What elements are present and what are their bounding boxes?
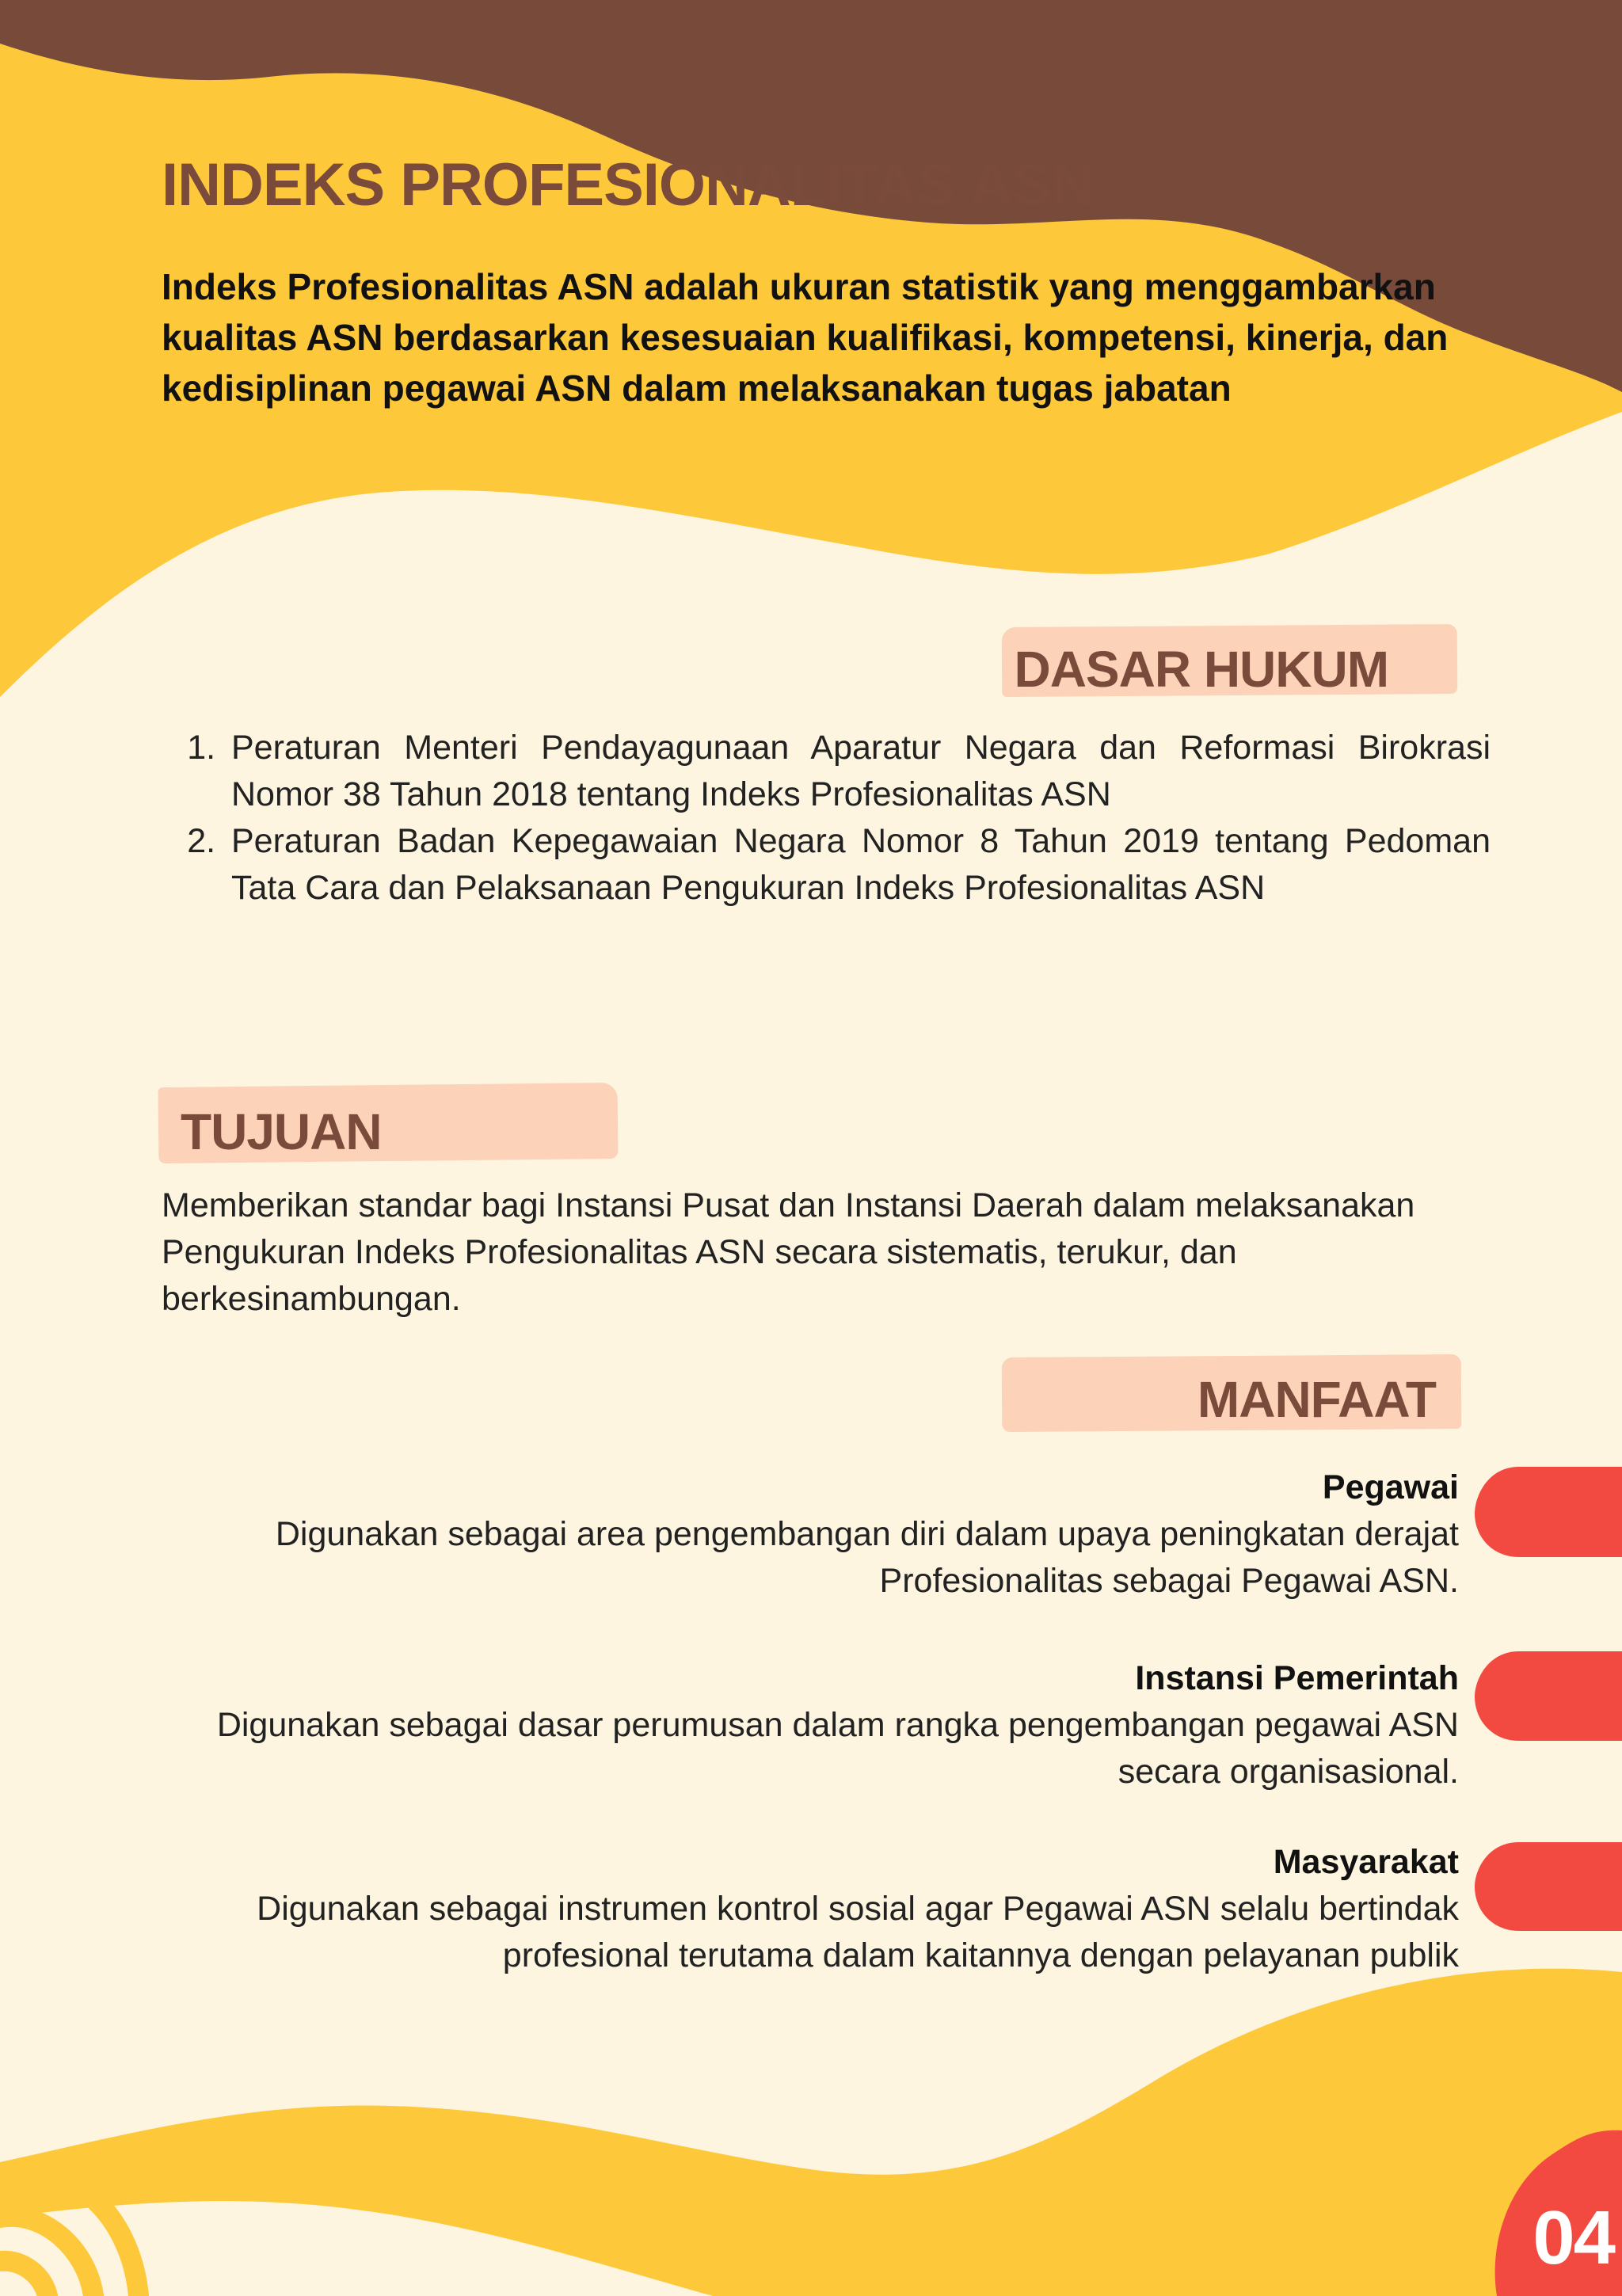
benefit-title-masyarakat: Masyarakat [1273, 1843, 1459, 1881]
benefit-title-instansi: Instansi Pemerintah [1135, 1659, 1459, 1697]
red-accent-tab-3 [1475, 1842, 1622, 1931]
law-item-1: 1. Peraturan Menteri Pendayagunaan Aparatur Negara dan Reformasi Birokrasi Nomor 38 Tahun 2018 tentang Indeks Profesionalitas ASN [225, 725, 1491, 818]
dasar-hukum-list [190, 725, 1491, 912]
benefit-pegawai [144, 1464, 1459, 1605]
manfaat-heading: MANFAAT [1197, 1371, 1436, 1428]
benefit-text-pegawai: Digunakan sebagai area pengembangan diri dalam upaya peningkatan derajat Profesionalitas sebagai Pegawai ASN. [275, 1515, 1459, 1600]
tujuan-heading: TUJUAN [181, 1103, 382, 1160]
red-accent-tab-2 [1475, 1651, 1622, 1741]
benefit-title-pegawai: Pegawai [1322, 1468, 1459, 1506]
law-item-2: 2. Peraturan Badan Kepegawaian Negara Nomor 8 Tahun 2019 tentang Pedoman Tata Cara dan Pelaksanaan Pengukuran Indeks Profesionalitas ASN [225, 818, 1491, 912]
benefit-text-masyarakat: Digunakan sebagai instrumen kontrol sosial agar Pegawai ASN selalu bertindak profesional terutama dalam kaitannya dengan pelayanan publik [257, 1890, 1459, 1974]
page-number: 04 [1533, 2195, 1614, 2280]
intro-paragraph: Indeks Profesionalitas ASN adalah ukuran statistik yang menggambarkan kualitas ASN berdasarkan kesesuaian kualifikasi, kompetensi, kinerja, dan kedisiplinan pegawai ASN dalam melaksanakan tugas jabatan [162, 266, 1449, 409]
benefit-instansi-pemerintah [144, 1655, 1459, 1795]
red-accent-tab-1 [1475, 1467, 1622, 1557]
tujuan-paragraph: Memberikan standar bagi Instansi Pusat dan Instansi Daerah dalam melaksanakan Pengukuran Indeks Profesionalitas ASN secara sistematis, terukur, dan berkesinambungan. [162, 1186, 1415, 1318]
benefit-text-instansi: Digunakan sebagai dasar perumusan dalam rangka pengembangan pegawai ASN secara organisasional. [216, 1706, 1459, 1791]
page-title: INDEKS PROFESIONALITAS ASN [162, 151, 1095, 219]
dasar-hukum-heading: DASAR HUKUM [1014, 641, 1388, 698]
benefit-masyarakat [144, 1839, 1459, 1979]
